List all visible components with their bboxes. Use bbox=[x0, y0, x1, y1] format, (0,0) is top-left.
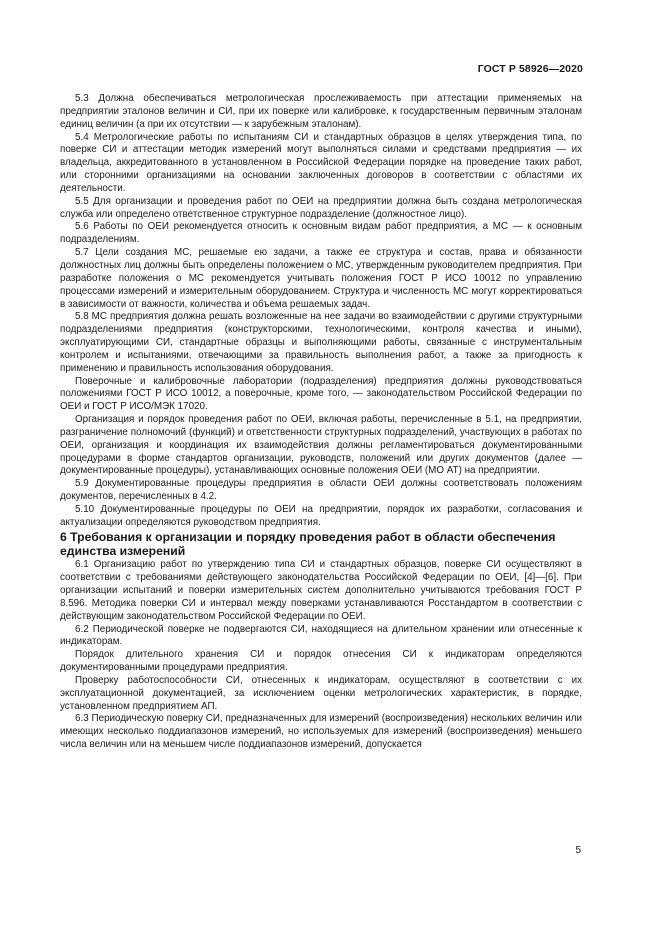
paragraph-6-2: 6.2 Периодической поверке не подвергаются СИ, находящиеся на длительном хранении или отнесенные к индикаторам. bbox=[60, 623, 582, 648]
paragraph-labs: Поверочные и калибровочные лаборатории (подразделения) предприятия должны руководствоваться положениями ГОСТ Р ИСО 10012, а поверочные, кроме того, — законодательством Российской Федерации по ОЕИ и ГОСТ Р ИСО/МЭК 17020. bbox=[60, 375, 582, 413]
paragraph-5-4: 5.4 Метрологические работы по испытаниям СИ и стандартных образцов в целях утверждения типа, по поверке СИ и аттестации методик измерений могут выполняться силами и средствами предприятия — их владельца, аккредитованного в установленном в Российской Федерации порядке на проведение таких работ, или сторонними организациями на основании заключенных договоров в соответствии с областями их деятельности. bbox=[60, 131, 582, 194]
section-6-heading: 6 Требования к организации и порядку проведения работ в области обеспечения единства измерений bbox=[60, 529, 556, 559]
paragraph-organization: Организация и порядок проведения работ по ОЕИ, включая работы, перечисленные в 5.1, на предприятии, разграничение полномочий (функций) и ответственности структурных подразделений, участвующих в работах по ОЕИ, организация и координация их взаимодействия должны регламентироваться документированными процедурами в форме стандартов организации, руководств, положений или других документов (далее — документированные процедуры), устанавливающих основные положения ОЕИ (МО АТ) на предприятии. bbox=[60, 414, 582, 477]
paragraph-6-3: 6.3 Периодическую поверку СИ, предназначенных для измерений (воспроизведения) нескольких величин или имеющих несколько поддиапазонов измерений, но используемых для измерений (воспроизведения) меньшего числа величин или на меньшем числе поддиапазонов измерений, допускается bbox=[60, 713, 582, 751]
paragraph-5-9: 5.9 Документированные процедуры предприятия в области ОЕИ должны соответствовать положениям документов, перечисленных в 4.2. bbox=[60, 478, 582, 503]
paragraph-5-8: 5.8 МС предприятия должна решать возложенные на нее задачи во взаимодействии с другими структурными подразделениями предприятия (конструкторскими, технологическими, контроля качества и иными), эксплуатирующими СИ, стандартные образцы и выполняющими работы, связанные с инструментальным контролем и испытаниями, отвечающими за правильность выполнения работ, а также за пригодность к применению и правильность использования оборудования. bbox=[60, 311, 582, 374]
paragraph-storage: Порядок длительного хранения СИ и порядок отнесения СИ к индикаторам определяются документированными процедурами предприятия. bbox=[60, 649, 582, 674]
paragraph-5-6: 5.6 Работы по ОЕИ рекомендуется относить к основным видам работ предприятия, а МС — к основным подразделениям. bbox=[60, 221, 582, 246]
paragraph-6-1: 6.1 Организацию работ по утверждению типа СИ и стандартных образцов, поверке СИ осуществляют в соответствии с требованиями действующего законодательства Российской Федерации по ОЕИ, [4]—[6]. При организации испытаний и поверки измерительных систем дополнительно учитываются требования ГОСТ Р 8.596. Методика поверки СИ и интервал между поверками устанавливаются Росстандартом в соответствии с действующим законодательством Российской Федерации по ОЕИ. bbox=[60, 559, 582, 622]
paragraph-5-5: 5.5 Для организации и проведения работ по ОЕИ на предприятии должна быть создана метрологическая служба или определено ответственное структурное подразделение (должностное лицо). bbox=[60, 195, 582, 220]
document-code: ГОСТ Р 58926—2020 bbox=[477, 63, 583, 75]
document-body bbox=[60, 93, 582, 752]
page-number: 5 bbox=[575, 845, 581, 856]
paragraph-5-3: 5.3 Должна обеспечиваться метрологическая прослеживаемость при аттестации применяемых на предприятии эталонов величин и СИ, при их поверке или калибровке, к государственным первичным эталонам единиц величин (а при их отсутствии — к зарубежным эталонам). bbox=[60, 93, 582, 130]
paragraph-5-7: 5.7 Цели создания МС, решаемые ею задачи, а также ее структура и состав, права и обязанности должностных лиц должны быть определены положением о МС, утвержденным руководителем предприятия. При разработке положения о МС рекомендуется учитывать положения ГОСТ Р ИСО 10012 по управлению процессами измерений и измерительным оборудованием. Структура и численность МС могут корректироваться в зависимости от важности, количества и объема решаемых задач. bbox=[60, 247, 582, 310]
paragraph-indicators-check: Проверку работоспособности СИ, отнесенных к индикаторам, осуществляют в соответствии с их эксплуатационной документацией, за исключением оценки метрологических характеристик, в порядке, установленном предприятием АП. bbox=[60, 674, 582, 712]
paragraph-5-10: 5.10 Документированные процедуры по ОЕИ на предприятии, порядок их разработки, согласования и актуализации определяются руководством предприятия. bbox=[60, 504, 582, 528]
